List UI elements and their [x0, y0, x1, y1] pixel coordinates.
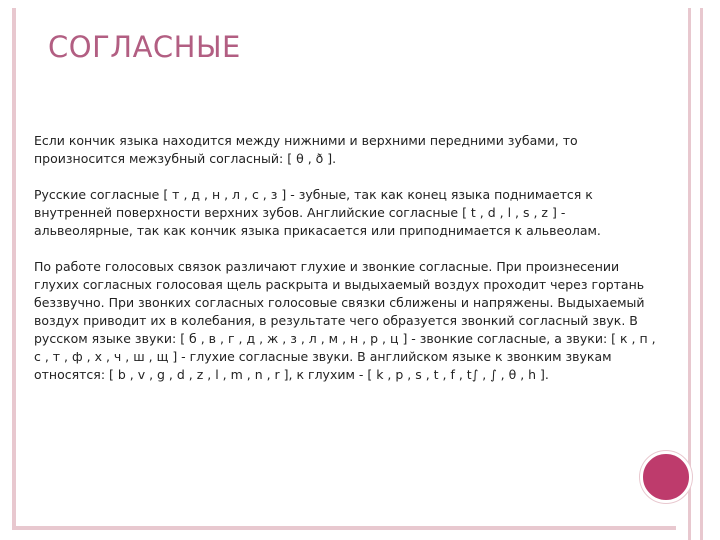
- paragraph-dental-alveolar: Русские согласные [ т , д , н , л , с , з ] - зубные, так как конец языка поднимается к внутренней поверхности верхних зубов. Английские согласные [ t , d , l , s , z ] - альвеолярные, так как кончик языка прикасается или приподнимается к альвеолам.: [34, 187, 601, 238]
- slide-body: [34, 132, 664, 384]
- decorative-rail-right: [700, 8, 703, 540]
- paragraph-interdental: Если кончик языка находится между нижними и верхними передними зубами, то произносится межзубный согласный: [ θ , ð ].: [34, 133, 578, 166]
- decorative-rail-left: [688, 8, 691, 540]
- decorative-circle: [640, 451, 692, 503]
- paragraph-voiced-voiceless: По работе голосовых связок различают глухие и звонкие согласные. При произнесении глухих согласных голосовая щель раскрыта и выдыхаемый воздух проходит через гортань беззвучно. При звонких согласных голосовые связки сближены и напряжены. Выдыхаемый воздух приводит их в колебания, в результате чего образуется звонкий согласный звук. В русском языке звуки: [ б , в , г , д , ж , з , л , м , н , р , ц ] - звонкие согласные, а звуки: [ к , п , с , т , ф , х , ч , ш , щ ] - глухие согласные звуки. В английском языке к звонким звукам относятся: [ b , v , g , d , z , l , m , n , r ], к глухим - [ k , p , s , t , f , t∫ , ∫ , θ , h ].: [34, 259, 656, 382]
- slide-title: СОГЛАСНЫЕ: [48, 30, 241, 64]
